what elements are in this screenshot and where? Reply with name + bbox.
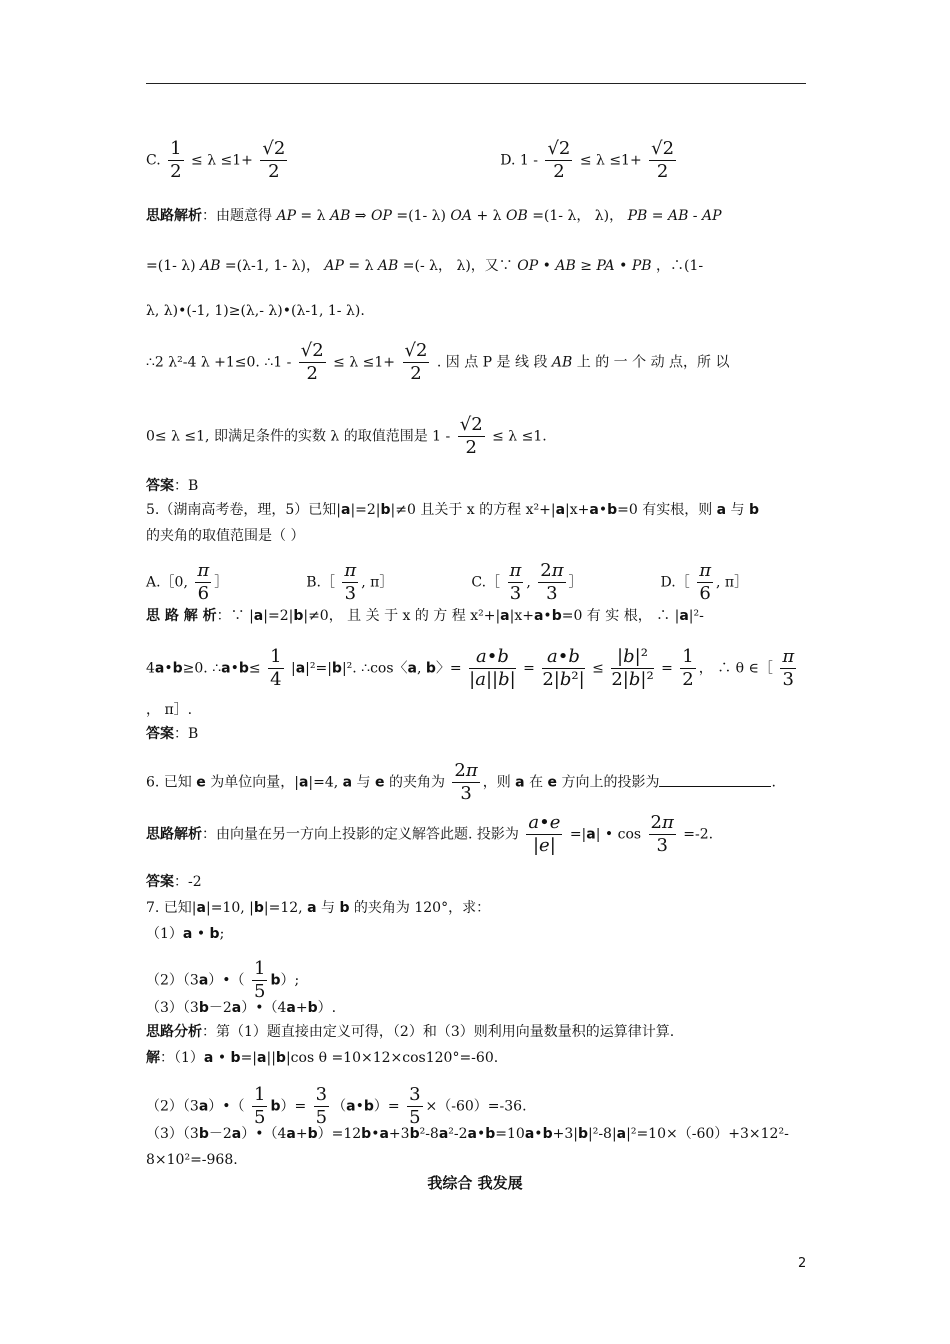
text-line: 8×10²=-968. (146, 1152, 238, 1168)
text-line: 答案：B (146, 478, 199, 494)
text-line: （2）（3a）•（ $\frac{1}{5}$ b）= $\frac{3}{5}$ （a•b）= $\frac{3}{5}$ ×（-60）=-36. (146, 1084, 527, 1128)
text-line: 答案：B (146, 726, 199, 742)
text-line: （1）a • b; (146, 926, 225, 942)
text-line: =(1- λ) AB =(λ-1, 1- λ)， AP = λ AB =(- λ， λ)，又∵ OP • AB ≥ PA • PB ，∴(1- (146, 258, 704, 274)
text-line: A.［0, $\frac{\pi}{6}$ ］ B.［ $\frac{\pi}{3}$ , π］ C.［ $\frac{\pi}{3}$ , $\frac{2\pi}{3}$ ］ D.［ $\frac{\pi}{6}$ , π］ (146, 560, 749, 604)
text-line: 思路分析：第（1）题直接由定义可得，（2）和（3）则利用向量数量积的运算律计算. (146, 1024, 675, 1040)
text-line: （2）（3a）•（ $\frac{1}{5}$ b）; (146, 958, 300, 1002)
header-rule (146, 83, 806, 84)
text-line: 答案：-2 (146, 874, 202, 890)
page-number: 2 (798, 1256, 807, 1271)
text-line: 的夹角的取值范围是（ ） (146, 528, 305, 544)
text-line: 7. 已知|a|=10, |b|=12, a 与 b 的夹角为 120°，求： (146, 900, 491, 916)
text-line: λ, λ)•(-1, 1)≥(λ,- λ)•(λ-1, 1- λ). (146, 303, 365, 319)
text-line: ∴2 λ²-4 λ +1≤0. ∴1 - $\frac{√2}{2}$ ≤ λ ≤1+ $\frac{√2}{2}$ . 因 点 P 是 线 段 AB 上 的 一 个 动 点，所 以 (146, 340, 730, 384)
text-line: 思路解析：由题意得 AP = λ AB ⇒ OP =(1- λ) OA + λ OB =(1- λ， λ)， PB = AB - AP (146, 208, 722, 224)
text-line: 4a•b≥0. ∴a•b≤ $\frac{1}{4}$ |a|²=|b|². ∴cos〈a, b〉= $\frac{a•b}{|a||b|}$ = $\frac{a•b}{\text{2|b²|}}$ ≤ $\frac{\text{|b|²}}{\text{2|b|²}}$ = $\frac{1}{2}$ ， ∴ θ ∈［ $\frac{\pi}{3}$ (146, 646, 795, 690)
text-line: 5.（湖南高考卷，理，5）已知|a|=2|b|≠0 且关于 x 的方程 x²+|a|x+a•b=0 有实根，则 a 与 b (146, 502, 760, 518)
text-line: ， π］. (146, 702, 193, 718)
text-line: C. $\frac{1}{2}$ ≤ λ ≤1+ $\frac{√2}{2}$ D. 1 - $\frac{√2}{2}$ ≤ λ ≤1+ $\frac{√2}{2}$ (146, 138, 675, 182)
text-line: 解：（1）a • b=|a||b|cos θ =10×12×cos120°=-60. (146, 1050, 499, 1066)
text-line: （3）（3b－2a）•（4a+b）=12b•a+3b²-8a²-2a•b=10a•b+3|b|²-8|a|²=10×（-60）+3×12²- (146, 1126, 789, 1142)
text-line: （3）（3b－2a）•（4a+b）. (146, 1000, 337, 1016)
text-line: 6. 已知 e 为单位向量，|a|=4, a 与 e 的夹角为 $\frac{2\pi}{3}$ ，则 a 在 e 方向上的投影为 . (146, 760, 776, 804)
text-line: 思 路 解 析：∵ |a|=2|b|≠0， 且 关 于 x 的 方 程 x²+|a|x+a•b=0 有 实 根， ∴ |a|²- (146, 608, 704, 624)
section-heading: 我综合 我发展 (427, 1174, 523, 1192)
text-line: 0≤ λ ≤1, 即满足条件的实数 λ 的取值范围是 1 - $\frac{√2}{2}$ ≤ λ ≤1. (146, 414, 547, 458)
text-line: 思路解析：由向量在另一方向上投影的定义解答此题. 投影为 $\frac{a•e}{|e|}$ =|a| • cos $\frac{2\pi}{3}$ =-2. (146, 812, 714, 856)
